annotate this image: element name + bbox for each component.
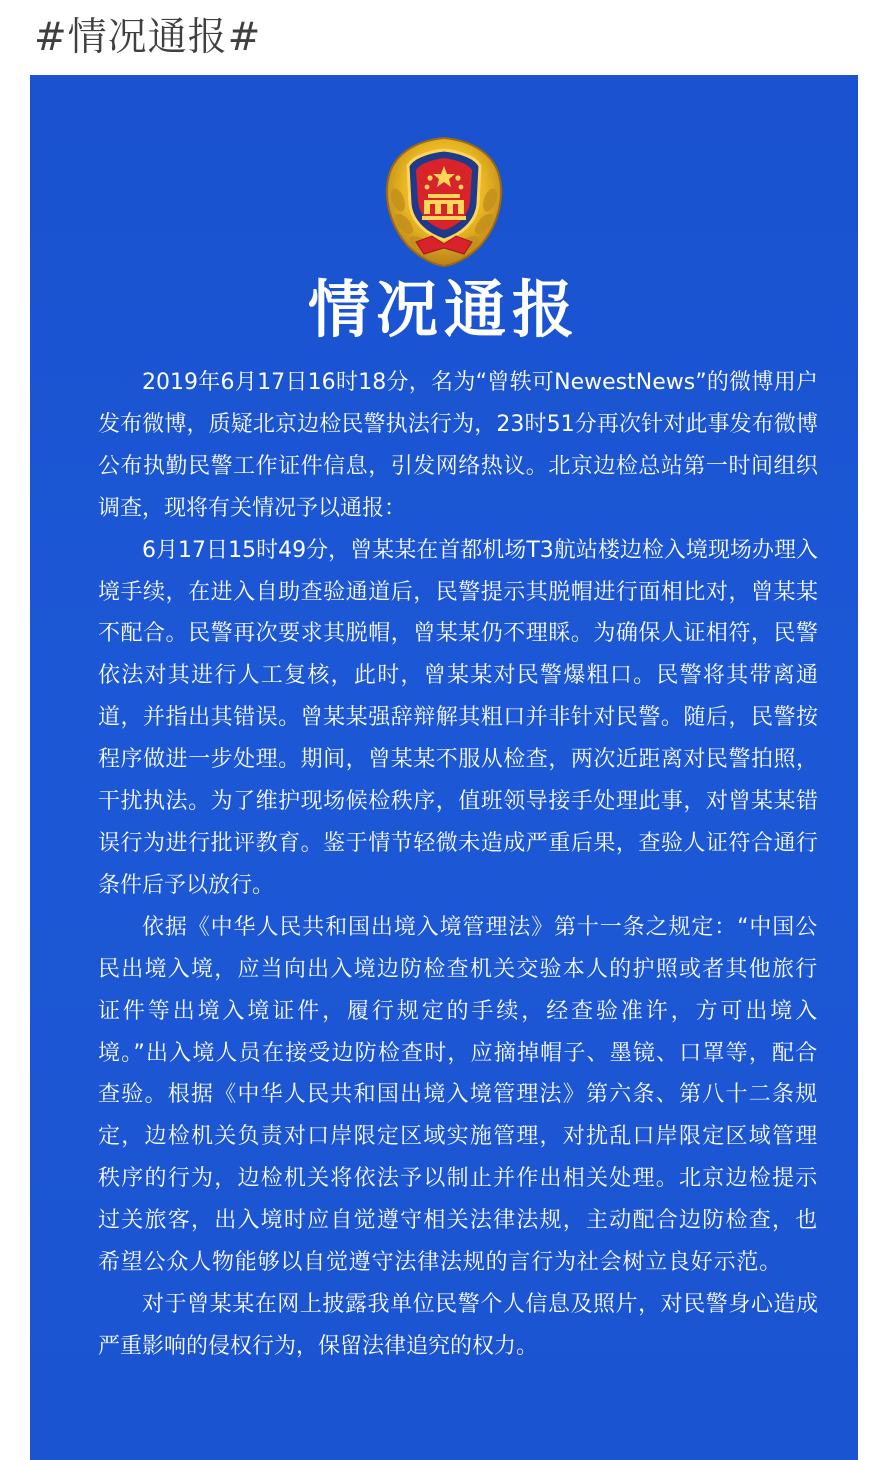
notice-title: 情况通报 xyxy=(307,273,580,346)
police-emblem-icon xyxy=(372,130,517,275)
notice-paragraph-2: 6月17日15时49分，曾某某在首都机场T3航站楼边检入境现场办理入境手续，在进入自助查验通道后，民警提示其脱帽进行面相比对，曾某某不配合。民警再次要求其脱帽，曾某某仍不理睬。为确保人证相符，民警依法对其进行人工复核，此时，曾某某对民警爆粗口。民警将其带离通道，并指出其错误。曾某某强辞辩解其粗口并非针对民警。随后，民警按程序做进一步处理。期间，曾某某不服从检查，两次近距离对民警拍照，干扰执法。为了维护现场候检秩序，值班领导接手处理此事，对曾某某错误行为进行批评教育。鉴于情节轻微未造成严重后果，查验人证符合通行条件后予以放行。 xyxy=(98,537,818,898)
notice-paragraph-3: 依据《中华人民共和国出境入境管理法》第十一条之规定：“中国公民出境入境，应当向出入境边防检查机关交验本人的护照或者其他旅行证件等出境入境证件，履行规定的手续，经查验准许，方可出境入境。”出入境人员在接受边防检查时，应摘掉帽子、墨镜、口罩等，配合查验。根据《中华人民共和国出境入境管理法》第六条、第八十二条规定，边检机关负责对口岸限定区域实施管理，对扰乱口岸限定区域管理秩序的行为，边检机关将依法予以制止并作出相关处理。北京边检提示过关旅客，出入境时应自觉遵守相关法律法规，主动配合边防检查，也希望公众人物能够以自觉遵守法律法规的言行为社会树立良好示范。 xyxy=(98,914,818,1276)
notice-image xyxy=(30,75,858,1460)
notice-paragraph-1: 2019年6月17日16时18分，名为“曾轶可NewestNews”的微博用户发布微博，质疑北京边检民警执法行为，23时51分再次针对此事发布微博公布执勤民警工作证件信息，引发网络热议。北京边检总站第一时间组织调查，现将有关情况予以通报： xyxy=(98,370,818,521)
notice-paragraph-4: 对于曾某某在网上披露我单位民警个人信息及照片，对民警身心造成严重影响的侵权行为，保留法律追究的权力。 xyxy=(98,1291,818,1359)
hashtag-topic[interactable]: #情况通报# xyxy=(34,15,262,60)
notice-body xyxy=(98,362,818,1368)
